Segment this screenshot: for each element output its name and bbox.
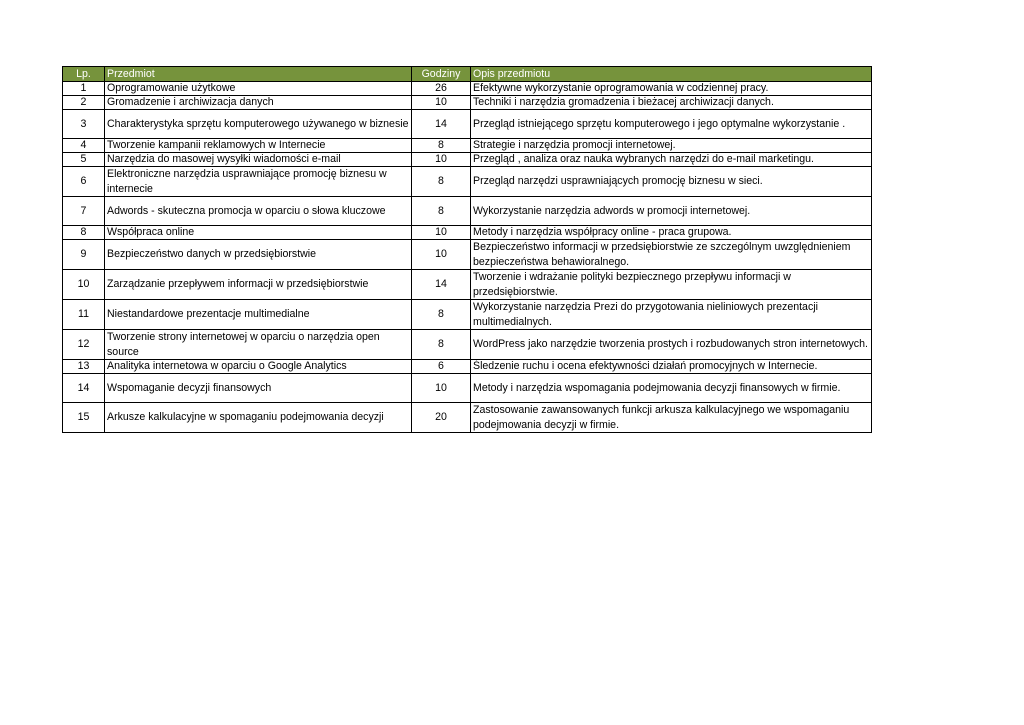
cell-hours: 10: [412, 240, 471, 270]
cell-description: Efektywne wykorzystanie oprogramowania w codziennej pracy.: [471, 82, 872, 96]
table-row: [63, 270, 872, 300]
cell-lp: 7: [63, 197, 105, 226]
cell-description: Przegląd narzędzi usprawniających promocję biznesu w sieci.: [471, 167, 872, 197]
cell-subject: Zarządzanie przepływem informacji w przedsiębiorstwie: [105, 270, 412, 300]
table-header-row: [63, 67, 872, 82]
cell-description: Przegląd , analiza oraz nauka wybranych narzędzi do e-mail marketingu.: [471, 153, 872, 167]
table-row: [63, 403, 872, 433]
table-row: [63, 96, 872, 110]
header-description: Opis przedmiotu: [471, 67, 872, 82]
cell-lp: 12: [63, 330, 105, 360]
cell-lp: 13: [63, 360, 105, 374]
cell-hours: 10: [412, 96, 471, 110]
cell-lp: 3: [63, 110, 105, 139]
cell-lp: 8: [63, 226, 105, 240]
cell-hours: 8: [412, 167, 471, 197]
cell-lp: 10: [63, 270, 105, 300]
table-row: [63, 330, 872, 360]
table-row: [63, 197, 872, 226]
table-row: [63, 82, 872, 96]
course-table: [62, 66, 872, 433]
header-hours: Godziny: [412, 67, 471, 82]
cell-lp: 4: [63, 139, 105, 153]
cell-lp: 14: [63, 374, 105, 403]
cell-subject: Współpraca online: [105, 226, 412, 240]
cell-subject: Narzędzia do masowej wysyłki wiadomości e-mail: [105, 153, 412, 167]
table-row: [63, 374, 872, 403]
cell-hours: 10: [412, 374, 471, 403]
cell-hours: 26: [412, 82, 471, 96]
cell-lp: 11: [63, 300, 105, 330]
cell-subject: Gromadzenie i archiwizacja danych: [105, 96, 412, 110]
cell-hours: 20: [412, 403, 471, 433]
table-row: [63, 240, 872, 270]
cell-hours: 8: [412, 197, 471, 226]
cell-description: Zastosowanie zawansowanych funkcji arkusza kalkulacyjnego we wspomaganiu podejmowania decyzji w firmie.: [471, 403, 872, 433]
cell-subject: Wspomaganie decyzji finansowych: [105, 374, 412, 403]
cell-hours: 6: [412, 360, 471, 374]
cell-description: Techniki i narzędzia gromadzenia i bieżacej archiwizacji danych.: [471, 96, 872, 110]
cell-description: Przegląd istniejącego sprzętu komputerowego i jego optymalne wykorzystanie .: [471, 110, 872, 139]
table-row: [63, 226, 872, 240]
cell-hours: 8: [412, 330, 471, 360]
cell-hours: 14: [412, 270, 471, 300]
cell-description: WordPress jako narzędzie tworzenia prostych i rozbudowanych stron internetowych.: [471, 330, 872, 360]
header-subject: Przedmiot: [105, 67, 412, 82]
cell-subject: Charakterystyka sprzętu komputerowego używanego w biznesie: [105, 110, 412, 139]
cell-description: Wykorzystanie narzędzia Prezi do przygotowania nieliniowych prezentacji multimedialnych.: [471, 300, 872, 330]
cell-lp: 15: [63, 403, 105, 433]
cell-hours: 8: [412, 300, 471, 330]
table-row: [63, 167, 872, 197]
cell-hours: 10: [412, 226, 471, 240]
table-row: [63, 153, 872, 167]
cell-lp: 5: [63, 153, 105, 167]
cell-description: Śledzenie ruchu i ocena efektywności działań promocyjnych w Internecie.: [471, 360, 872, 374]
header-lp: Lp.: [63, 67, 105, 82]
cell-lp: 2: [63, 96, 105, 110]
cell-lp: 1: [63, 82, 105, 96]
cell-subject: Tworzenie kampanii reklamowych w Internecie: [105, 139, 412, 153]
cell-subject: Elektroniczne narzędzia usprawniające promocję biznesu w internecie: [105, 167, 412, 197]
table-row: [63, 110, 872, 139]
cell-description: Strategie i narzędzia promocji internetowej.: [471, 139, 872, 153]
cell-description: Metody i narzędzia współpracy online - praca grupowa.: [471, 226, 872, 240]
cell-subject: Tworzenie strony internetowej w oparciu o narzędzia open source: [105, 330, 412, 360]
cell-hours: 10: [412, 153, 471, 167]
cell-subject: Arkusze kalkulacyjne w spomaganiu podejmowania decyzji: [105, 403, 412, 433]
cell-description: Tworzenie i wdrażanie polityki bezpiecznego przepływu informacji w przedsiębiorstwie.: [471, 270, 872, 300]
cell-subject: Oprogramowanie użytkowe: [105, 82, 412, 96]
table-row: [63, 139, 872, 153]
cell-lp: 6: [63, 167, 105, 197]
cell-subject: Adwords - skuteczna promocja w oparciu o słowa kluczowe: [105, 197, 412, 226]
cell-subject: Bezpieczeństwo danych w przedsiębiorstwie: [105, 240, 412, 270]
cell-description: Metody i narzędzia wspomagania podejmowania decyzji finansowych w firmie.: [471, 374, 872, 403]
spreadsheet-page: [62, 66, 872, 433]
cell-hours: 8: [412, 139, 471, 153]
table-row: [63, 300, 872, 330]
cell-lp: 9: [63, 240, 105, 270]
table-row: [63, 360, 872, 374]
cell-subject: Niestandardowe prezentacje multimedialne: [105, 300, 412, 330]
cell-description: Bezpieczeństwo informacji w przedsiębiorstwie ze szczególnym uwzględnieniem bezpieczeństwa behawioralnego.: [471, 240, 872, 270]
cell-subject: Analityka internetowa w oparciu o Google Analytics: [105, 360, 412, 374]
cell-hours: 14: [412, 110, 471, 139]
cell-description: Wykorzystanie narzędzia adwords w promocji internetowej.: [471, 197, 872, 226]
